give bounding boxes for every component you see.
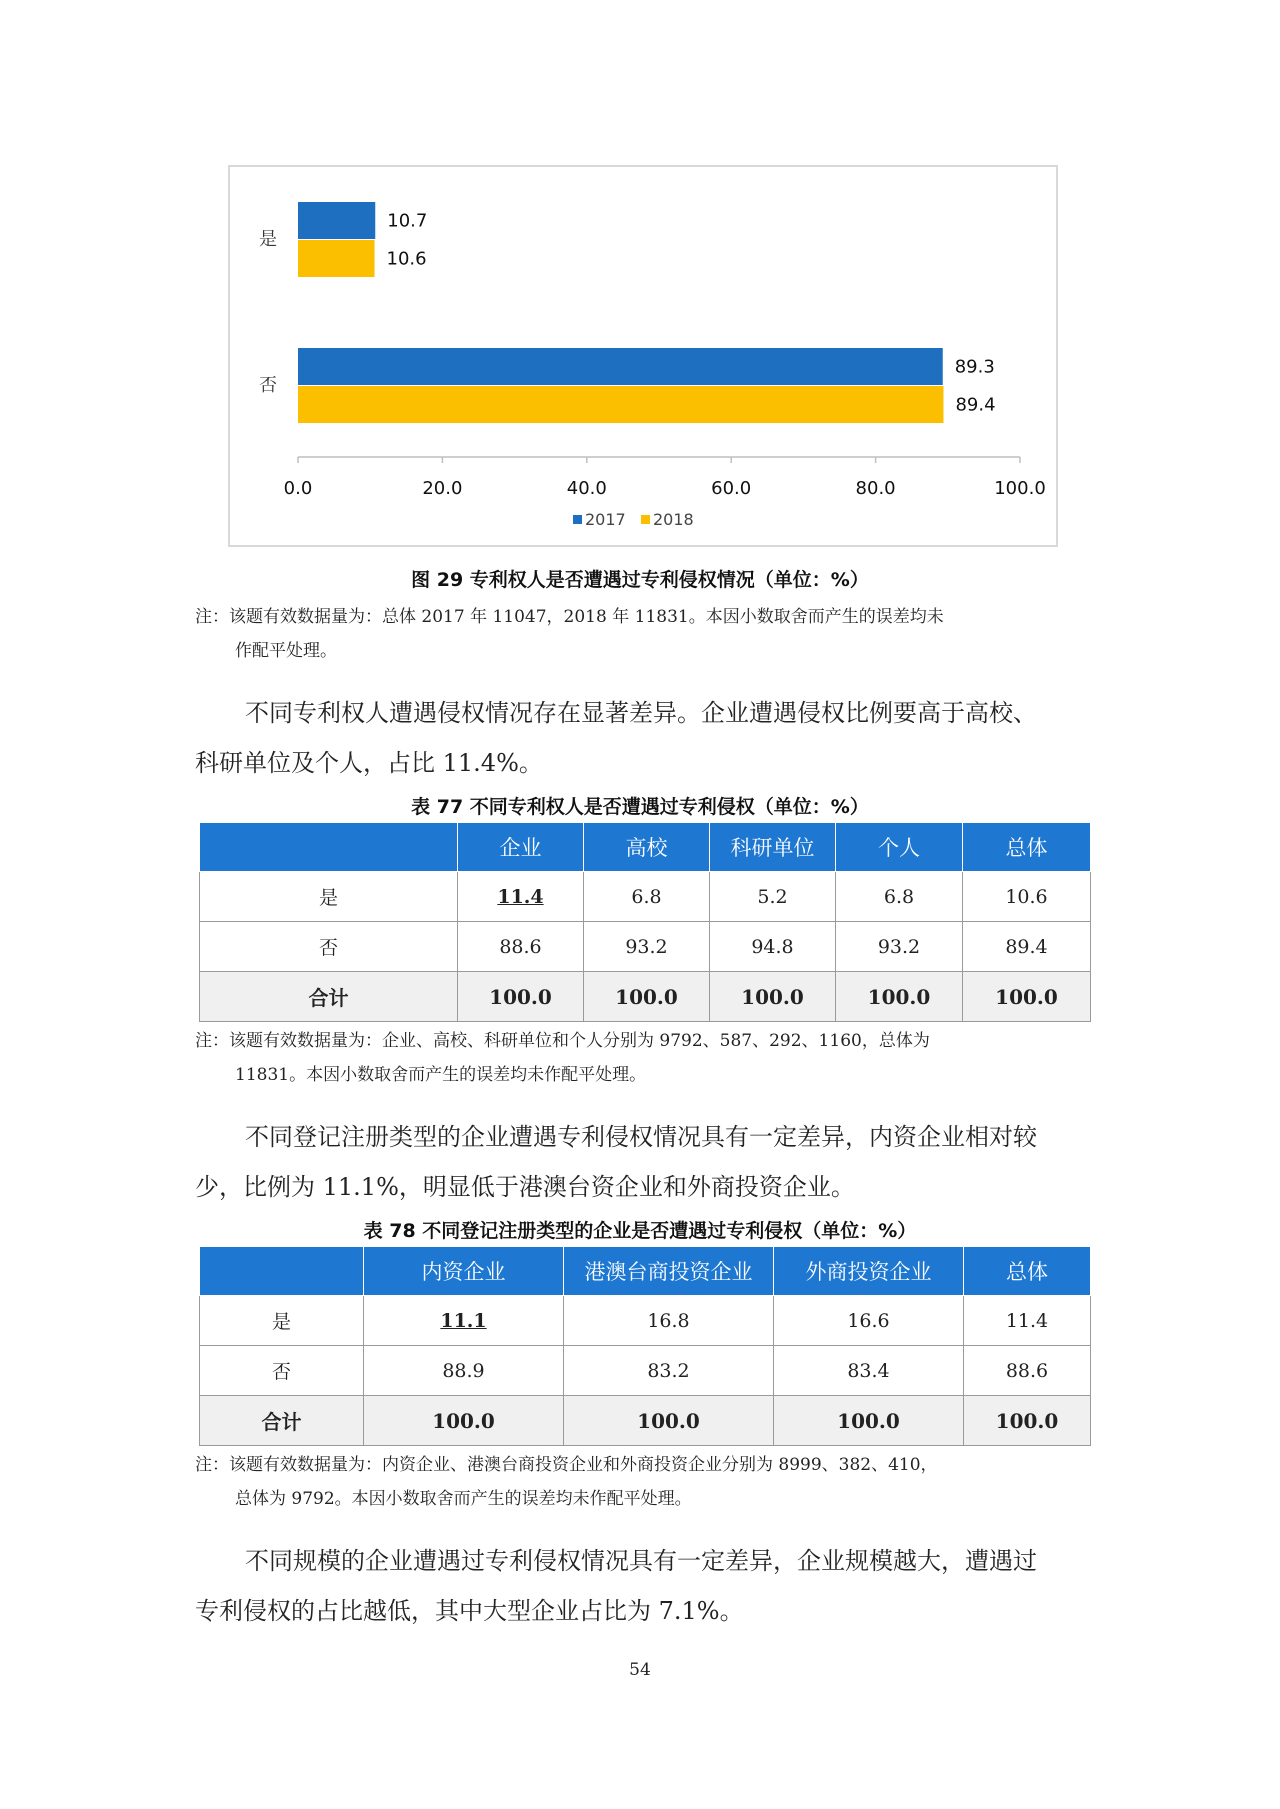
table-row xyxy=(200,872,1091,922)
page-number: 54 xyxy=(629,1660,651,1680)
legend-label: 2017 xyxy=(585,510,626,529)
table-cell: 11.1 xyxy=(364,1296,564,1346)
table-cell: 100.0 xyxy=(963,972,1091,1022)
table-cell: 93.2 xyxy=(584,922,710,972)
data-label: 89.4 xyxy=(955,394,996,416)
legend-swatch-2017 xyxy=(573,515,582,524)
table-cell: 11.4 xyxy=(964,1296,1091,1346)
table-cell: 6.8 xyxy=(836,872,963,922)
x-tick-label: 80.0 xyxy=(855,478,896,499)
table-header-row xyxy=(200,823,1091,872)
paragraph-1 xyxy=(195,688,1095,788)
table-cell: 94.8 xyxy=(710,922,836,972)
table-row xyxy=(200,1296,1091,1346)
x-tick-label: 40.0 xyxy=(566,478,607,499)
header-cell xyxy=(200,1247,364,1296)
header-cell xyxy=(200,823,458,872)
paragraph-3 xyxy=(195,1536,1095,1636)
table-cell: 88.9 xyxy=(364,1346,564,1396)
header-cell: 总体 xyxy=(964,1247,1091,1296)
table-cell: 10.6 xyxy=(963,872,1091,922)
table-cell: 83.2 xyxy=(564,1346,774,1396)
bar-chart-figure-29 xyxy=(228,165,1058,547)
table-cell: 100.0 xyxy=(964,1396,1091,1446)
table-cell: 100.0 xyxy=(458,972,584,1022)
table-78-note-line2: 总体为 9792。本因小数取舍而产生的误差均未作配平处理。 xyxy=(235,1489,692,1509)
table-78-note xyxy=(195,1448,1095,1516)
row-label: 合计 xyxy=(200,972,458,1022)
table-cell: 16.6 xyxy=(774,1296,964,1346)
table-cell: 100.0 xyxy=(564,1396,774,1446)
table-cell: 93.2 xyxy=(836,922,963,972)
bar-2017-1 xyxy=(298,348,943,385)
table-cell: 100.0 xyxy=(584,972,710,1022)
paragraph-2-line2: 少，比例为 11.1%，明显低于港澳台资企业和外商投资企业。 xyxy=(195,1173,855,1201)
figure-29-note-line1: 注：该题有效数据量为：总体 2017 年 11047，2018 年 11831。本因小数取舍而产生的误差均未 xyxy=(195,607,944,627)
table-cell: 100.0 xyxy=(774,1396,964,1446)
paragraph-3-line1: 不同规模的企业遭遇过专利侵权情况具有一定差异，企业规模越大，遭遇过 xyxy=(245,1547,1037,1575)
data-label: 89.3 xyxy=(954,356,995,378)
table-cell: 100.0 xyxy=(836,972,963,1022)
paragraph-3-line2: 专利侵权的占比越低，其中大型企业占比为 7.1%。 xyxy=(195,1597,744,1625)
table-cell: 100.0 xyxy=(710,972,836,1022)
chart-canvas xyxy=(230,167,1056,545)
legend-swatch-2018 xyxy=(641,515,650,524)
table-77-note-line2: 11831。本因小数取舍而产生的误差均未作配平处理。 xyxy=(235,1065,647,1085)
figure-29-note-line2: 作配平处理。 xyxy=(235,641,337,661)
table-cell: 5.2 xyxy=(710,872,836,922)
paragraph-2 xyxy=(195,1112,1095,1212)
figure-29-note xyxy=(195,600,1095,668)
header-cell: 高校 xyxy=(584,823,710,872)
bar-2017-0 xyxy=(298,202,375,239)
category-label: 是 xyxy=(259,229,277,250)
table-77-note-line1: 注：该题有效数据量为：企业、高校、科研单位和个人分别为 9792、587、292、1160，总体为 xyxy=(195,1031,930,1051)
x-tick-label: 20.0 xyxy=(422,478,463,499)
table-78-note-line1: 注：该题有效数据量为：内资企业、港澳台商投资企业和外商投资企业分别为 8999、382、410， xyxy=(195,1455,938,1475)
table-total-row xyxy=(200,1396,1091,1446)
data-label: 10.6 xyxy=(386,248,427,270)
header-cell: 企业 xyxy=(458,823,584,872)
bar-2018-1 xyxy=(298,386,943,423)
header-cell: 总体 xyxy=(963,823,1091,872)
table-header-row xyxy=(200,1247,1091,1296)
table-77-caption: 表 77 不同专利权人是否遭遇过专利侵权（单位：%） xyxy=(411,796,869,818)
table-77-note xyxy=(195,1024,1095,1092)
bar-2018-0 xyxy=(298,240,375,277)
table-cell: 83.4 xyxy=(774,1346,964,1396)
table-77 xyxy=(199,822,1091,1022)
header-cell: 港澳台商投资企业 xyxy=(564,1247,774,1296)
x-tick-label: 100.0 xyxy=(994,478,1046,499)
table-cell: 88.6 xyxy=(458,922,584,972)
table-cell: 100.0 xyxy=(364,1396,564,1446)
paragraph-1-line1: 不同专利权人遭遇侵权情况存在显著差异。企业遭遇侵权比例要高于高校、 xyxy=(245,699,1037,727)
legend-label: 2018 xyxy=(653,510,694,529)
header-cell: 科研单位 xyxy=(710,823,836,872)
table-row xyxy=(200,1346,1091,1396)
x-tick-label: 60.0 xyxy=(711,478,752,499)
table-cell: 6.8 xyxy=(584,872,710,922)
table-cell: 88.6 xyxy=(964,1346,1091,1396)
header-cell: 外商投资企业 xyxy=(774,1247,964,1296)
table-cell: 16.8 xyxy=(564,1296,774,1346)
row-label: 否 xyxy=(200,922,458,972)
table-78 xyxy=(199,1246,1091,1446)
table-cell: 11.4 xyxy=(458,872,584,922)
header-cell: 个人 xyxy=(836,823,963,872)
paragraph-2-line1: 不同登记注册类型的企业遭遇专利侵权情况具有一定差异，内资企业相对较 xyxy=(245,1123,1037,1151)
table-cell: 89.4 xyxy=(963,922,1091,972)
row-label: 是 xyxy=(200,872,458,922)
figure-29-caption: 图 29 专利权人是否遭遇过专利侵权情况（单位：%） xyxy=(411,569,869,591)
paragraph-1-line2: 科研单位及个人，占比 11.4%。 xyxy=(195,749,543,777)
row-label: 是 xyxy=(200,1296,364,1346)
table-78-caption: 表 78 不同登记注册类型的企业是否遭遇过专利侵权（单位：%） xyxy=(363,1220,917,1242)
row-label: 合计 xyxy=(200,1396,364,1446)
table-row xyxy=(200,922,1091,972)
data-label: 10.7 xyxy=(387,210,428,232)
x-tick-label: 0.0 xyxy=(283,478,313,499)
category-label: 否 xyxy=(259,375,277,396)
table-total-row xyxy=(200,972,1091,1022)
row-label: 否 xyxy=(200,1346,364,1396)
header-cell: 内资企业 xyxy=(364,1247,564,1296)
